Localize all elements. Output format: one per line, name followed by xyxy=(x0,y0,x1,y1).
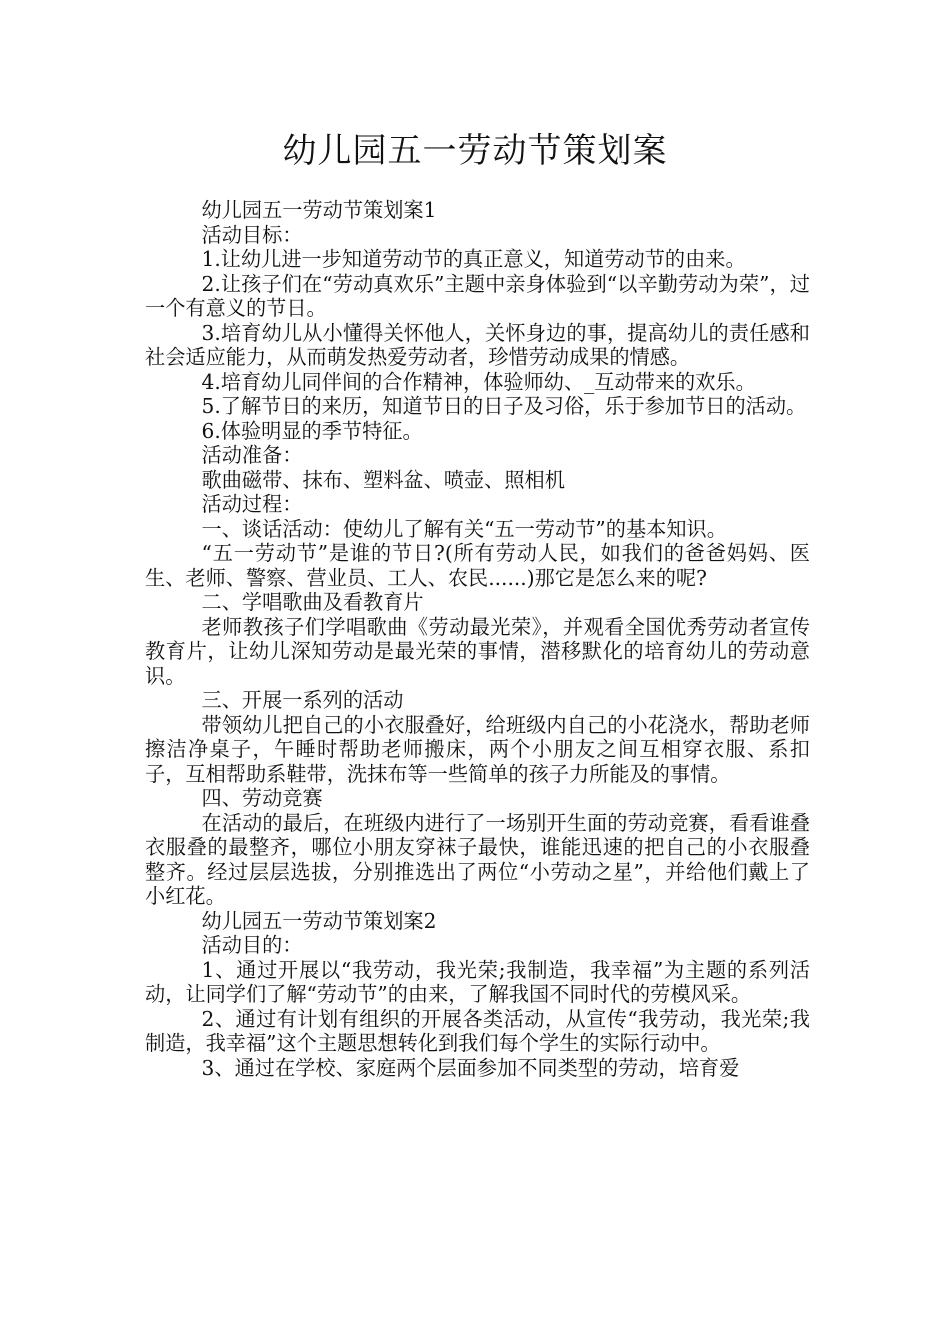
paragraph: 带领幼儿把自己的小衣服叠好，给班级内自己的小花浇水，帮助老师擦洁净桌子，午睡时帮助老师搬床，两个小朋友之间互相穿衣服、系扣子，互相帮助系鞋带，洗抹布等一些简单的孩子力所能及的事情。 xyxy=(145,712,810,786)
document-title: 幼儿园五一劳动节策划案 xyxy=(282,131,668,171)
paragraph: 一、谈话活动：使幼儿了解有关“五一劳动节”的基本知识。 xyxy=(201,516,727,541)
paragraph: “五一劳动节”是谁的节日?(所有劳动人民，如我们的爸爸妈妈、医生、老师、警察、营业员、工人、农民......)那它是怎么来的呢? xyxy=(145,541,810,590)
paragraph: 活动过程： xyxy=(201,492,303,516)
paragraph: 二、学唱歌曲及看教育片 xyxy=(201,590,424,614)
paragraph: 5.了解节日的来历，知道节日的日子及习俗，乐于参加节日的活动。 xyxy=(201,394,807,418)
paragraph: 2.让孩子们在“劳动真欢乐”主题中亲身体验到“以辛勤劳动为荣”，过一个有意义的节日。 xyxy=(145,271,810,320)
paragraph: 1、通过开展以“我劳动，我光荣;我制造，我幸福”为主题的系列活动，让同学们了解“劳动节”的由来，了解我国不同时代的劳模风采。 xyxy=(145,957,810,1006)
paragraph: 四、劳动竞赛 xyxy=(201,786,323,810)
paragraph: 3、通过在学校、家庭两个层面参加不同类型的劳动，培育爱 xyxy=(201,1055,740,1080)
paragraph: 6.体验明显的季节特征。 xyxy=(201,418,423,443)
paragraph: 歌曲磁带、抹布、塑料盆、喷壶、照相机 xyxy=(201,467,565,492)
paragraph: 活动目标： xyxy=(201,222,303,247)
paragraph: 4.培育幼儿同伴间的合作精神，体验师幼、_互动带来的欢乐。 xyxy=(201,369,756,394)
section-heading: 幼儿园五一劳动节策划案1 xyxy=(201,198,437,222)
section-heading: 幼儿园五一劳动节策划案2 xyxy=(201,908,437,933)
paragraph: 活动目的： xyxy=(201,933,303,957)
paragraph: 2、通过有计划有组织的开展各类活动，从宣传“我劳动，我光荣;我制造，我幸福”这个主题思想转化到我们每个学生的实际行动中。 xyxy=(145,1006,810,1055)
paragraph: 活动准备： xyxy=(201,443,303,467)
paragraph: 1.让幼儿进一步知道劳动节的真正意义，知道劳动节的由来。 xyxy=(201,247,746,271)
paragraph: 在活动的最后，在班级内进行了一场别开生面的劳动竞赛，看看谁叠衣服叠的最整齐，哪位小朋友穿袜子最快，谁能迅速的把自己的小衣服叠整齐。经过层层选拔，分别推选出了两位“小劳动之星”，并给他们戴上了小红花。 xyxy=(145,810,810,908)
paragraph: 三、开展一系列的活动 xyxy=(201,688,404,712)
document-body xyxy=(145,198,810,1080)
paragraph: 3.培育幼儿从小懂得关怀他人，关怀身边的事，提高幼儿的责任感和社会适应能力，从而萌发热爱劳动者，珍惜劳动成果的情感。 xyxy=(145,320,810,369)
paragraph: 老师教孩子们学唱歌曲《劳动最光荣》，并观看全国优秀劳动者宣传教育片，让幼儿深知劳动是最光荣的事情，潜移默化的培育幼儿的劳动意识。 xyxy=(145,614,810,688)
